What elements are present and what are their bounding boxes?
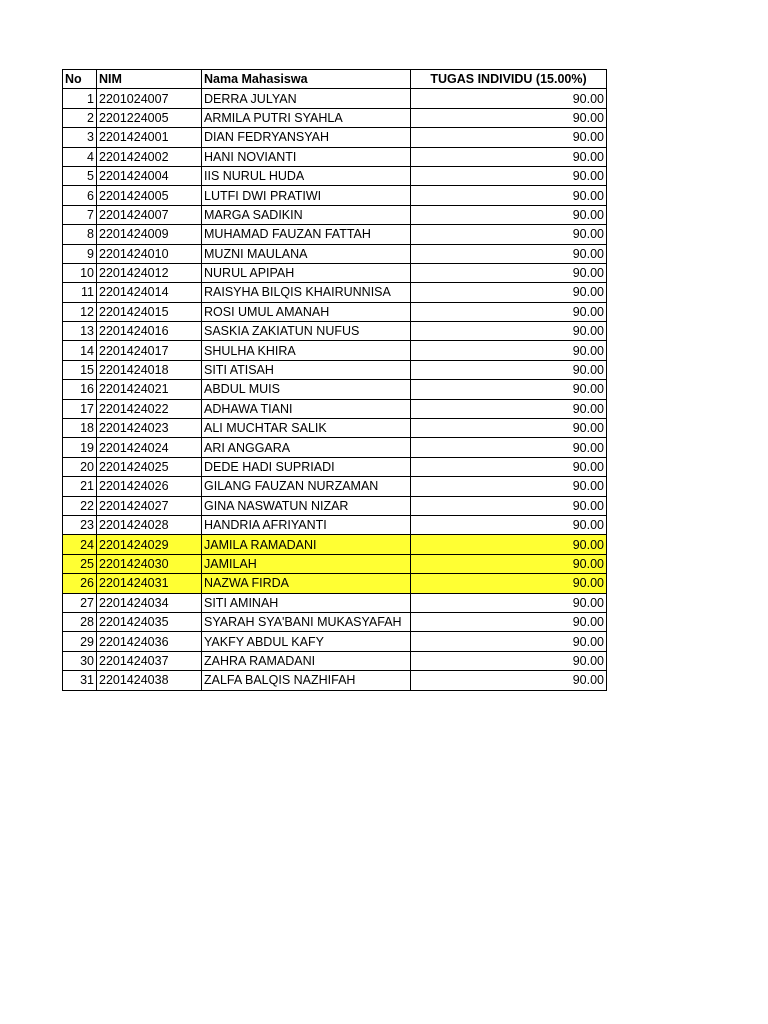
cell-score: 90.00 [411, 360, 607, 379]
table-row [63, 341, 607, 360]
cell-no: 8 [63, 225, 97, 244]
cell-name: ARMILA PUTRI SYAHLA [202, 108, 411, 127]
cell-score: 90.00 [411, 651, 607, 670]
cell-name: ARI ANGGARA [202, 438, 411, 457]
cell-nim: 2201424021 [97, 380, 202, 399]
cell-score: 90.00 [411, 632, 607, 651]
cell-no: 11 [63, 283, 97, 302]
cell-no: 24 [63, 535, 97, 554]
header-no: No [63, 70, 97, 89]
cell-no: 6 [63, 186, 97, 205]
cell-nim: 2201424029 [97, 535, 202, 554]
cell-score: 90.00 [411, 89, 607, 108]
cell-nim: 2201424022 [97, 399, 202, 418]
cell-nim: 2201424015 [97, 302, 202, 321]
cell-name: LUTFI DWI PRATIWI [202, 186, 411, 205]
table-body [63, 89, 607, 690]
cell-score: 90.00 [411, 302, 607, 321]
cell-name: ADHAWA TIANI [202, 399, 411, 418]
cell-score: 90.00 [411, 399, 607, 418]
cell-name: HANI NOVIANTI [202, 147, 411, 166]
cell-score: 90.00 [411, 477, 607, 496]
cell-no: 14 [63, 341, 97, 360]
cell-name: SASKIA ZAKIATUN NUFUS [202, 322, 411, 341]
table-row [63, 360, 607, 379]
cell-name: ZALFA BALQIS NAZHIFAH [202, 671, 411, 690]
cell-name: SITI AMINAH [202, 593, 411, 612]
table-row [63, 419, 607, 438]
table-row [63, 651, 607, 670]
cell-no: 31 [63, 671, 97, 690]
table-row [63, 399, 607, 418]
cell-no: 16 [63, 380, 97, 399]
cell-no: 17 [63, 399, 97, 418]
header-nim: NIM [97, 70, 202, 89]
cell-nim: 2201424005 [97, 186, 202, 205]
table-row [63, 186, 607, 205]
cell-no: 2 [63, 108, 97, 127]
cell-nim: 2201224005 [97, 108, 202, 127]
cell-nim: 2201424027 [97, 496, 202, 515]
cell-score: 90.00 [411, 574, 607, 593]
cell-no: 23 [63, 515, 97, 534]
cell-nim: 2201424026 [97, 477, 202, 496]
cell-score: 90.00 [411, 612, 607, 631]
cell-score: 90.00 [411, 186, 607, 205]
cell-nim: 2201424001 [97, 128, 202, 147]
cell-nim: 2201424014 [97, 283, 202, 302]
cell-score: 90.00 [411, 496, 607, 515]
cell-score: 90.00 [411, 593, 607, 612]
cell-nim: 2201424009 [97, 225, 202, 244]
cell-name: ABDUL MUIS [202, 380, 411, 399]
table-row [63, 128, 607, 147]
cell-no: 20 [63, 457, 97, 476]
cell-name: MUZNI MAULANA [202, 244, 411, 263]
cell-nim: 2201424037 [97, 651, 202, 670]
cell-no: 3 [63, 128, 97, 147]
cell-name: HANDRIA AFRIYANTI [202, 515, 411, 534]
table-row [63, 283, 607, 302]
table-row [63, 632, 607, 651]
cell-no: 21 [63, 477, 97, 496]
table-row [63, 593, 607, 612]
cell-no: 13 [63, 322, 97, 341]
cell-no: 7 [63, 205, 97, 224]
cell-name: GINA NASWATUN NIZAR [202, 496, 411, 515]
cell-no: 28 [63, 612, 97, 631]
cell-name: DERRA JULYAN [202, 89, 411, 108]
table-row [63, 671, 607, 690]
cell-score: 90.00 [411, 535, 607, 554]
cell-score: 90.00 [411, 108, 607, 127]
table-row [63, 263, 607, 282]
table-row [63, 457, 607, 476]
table-row [63, 574, 607, 593]
cell-score: 90.00 [411, 147, 607, 166]
cell-nim: 2201424036 [97, 632, 202, 651]
cell-name: JAMILA RAMADANI [202, 535, 411, 554]
cell-score: 90.00 [411, 225, 607, 244]
cell-no: 26 [63, 574, 97, 593]
cell-nim: 2201424024 [97, 438, 202, 457]
cell-no: 12 [63, 302, 97, 321]
cell-name: DEDE HADI SUPRIADI [202, 457, 411, 476]
table-row [63, 496, 607, 515]
cell-no: 27 [63, 593, 97, 612]
table-row [63, 302, 607, 321]
cell-name: ALI MUCHTAR SALIK [202, 419, 411, 438]
cell-name: ROSI UMUL AMANAH [202, 302, 411, 321]
cell-name: YAKFY ABDUL KAFY [202, 632, 411, 651]
cell-name: MUHAMAD FAUZAN FATTAH [202, 225, 411, 244]
cell-score: 90.00 [411, 380, 607, 399]
table-row [63, 89, 607, 108]
table-row [63, 225, 607, 244]
cell-score: 90.00 [411, 671, 607, 690]
cell-no: 29 [63, 632, 97, 651]
cell-no: 9 [63, 244, 97, 263]
grades-table [62, 69, 607, 691]
table-row [63, 535, 607, 554]
table-row [63, 515, 607, 534]
cell-score: 90.00 [411, 341, 607, 360]
table-row [63, 322, 607, 341]
cell-score: 90.00 [411, 554, 607, 573]
table-row [63, 205, 607, 224]
cell-no: 25 [63, 554, 97, 573]
cell-name: DIAN FEDRYANSYAH [202, 128, 411, 147]
cell-nim: 2201424034 [97, 593, 202, 612]
cell-score: 90.00 [411, 283, 607, 302]
cell-nim: 2201424002 [97, 147, 202, 166]
header-name: Nama Mahasiswa [202, 70, 411, 89]
header-score: TUGAS INDIVIDU (15.00%) [411, 70, 607, 89]
table-row [63, 166, 607, 185]
cell-no: 22 [63, 496, 97, 515]
cell-nim: 2201424031 [97, 574, 202, 593]
cell-nim: 2201424023 [97, 419, 202, 438]
cell-nim: 2201424017 [97, 341, 202, 360]
table-row [63, 477, 607, 496]
cell-no: 18 [63, 419, 97, 438]
cell-nim: 2201424035 [97, 612, 202, 631]
cell-name: SITI ATISAH [202, 360, 411, 379]
cell-nim: 2201424028 [97, 515, 202, 534]
cell-no: 30 [63, 651, 97, 670]
cell-score: 90.00 [411, 263, 607, 282]
cell-score: 90.00 [411, 438, 607, 457]
cell-score: 90.00 [411, 205, 607, 224]
cell-nim: 2201424007 [97, 205, 202, 224]
table-row [63, 554, 607, 573]
cell-no: 4 [63, 147, 97, 166]
table-row [63, 438, 607, 457]
cell-score: 90.00 [411, 457, 607, 476]
cell-nim: 2201424018 [97, 360, 202, 379]
cell-nim: 2201424010 [97, 244, 202, 263]
cell-name: GILANG FAUZAN NURZAMAN [202, 477, 411, 496]
table-row [63, 244, 607, 263]
cell-name: RAISYHA BILQIS KHAIRUNNISA [202, 283, 411, 302]
cell-no: 5 [63, 166, 97, 185]
cell-name: MARGA SADIKIN [202, 205, 411, 224]
cell-name: NURUL APIPAH [202, 263, 411, 282]
cell-no: 15 [63, 360, 97, 379]
cell-score: 90.00 [411, 166, 607, 185]
cell-name: JAMILAH [202, 554, 411, 573]
header-row [63, 70, 607, 89]
table-row [63, 612, 607, 631]
cell-nim: 2201424016 [97, 322, 202, 341]
cell-score: 90.00 [411, 322, 607, 341]
cell-nim: 2201424025 [97, 457, 202, 476]
cell-name: NAZWA FIRDA [202, 574, 411, 593]
cell-no: 19 [63, 438, 97, 457]
cell-no: 10 [63, 263, 97, 282]
cell-score: 90.00 [411, 244, 607, 263]
table-row [63, 108, 607, 127]
cell-no: 1 [63, 89, 97, 108]
cell-score: 90.00 [411, 419, 607, 438]
cell-score: 90.00 [411, 515, 607, 534]
cell-nim: 2201424038 [97, 671, 202, 690]
cell-score: 90.00 [411, 128, 607, 147]
cell-name: ZAHRA RAMADANI [202, 651, 411, 670]
cell-name: SHULHA KHIRA [202, 341, 411, 360]
cell-name: IIS NURUL HUDA [202, 166, 411, 185]
cell-name: SYARAH SYA'BANI MUKASYAFAH [202, 612, 411, 631]
cell-nim: 2201424004 [97, 166, 202, 185]
cell-nim: 2201024007 [97, 89, 202, 108]
table-row [63, 147, 607, 166]
cell-nim: 2201424012 [97, 263, 202, 282]
table-row [63, 380, 607, 399]
cell-nim: 2201424030 [97, 554, 202, 573]
